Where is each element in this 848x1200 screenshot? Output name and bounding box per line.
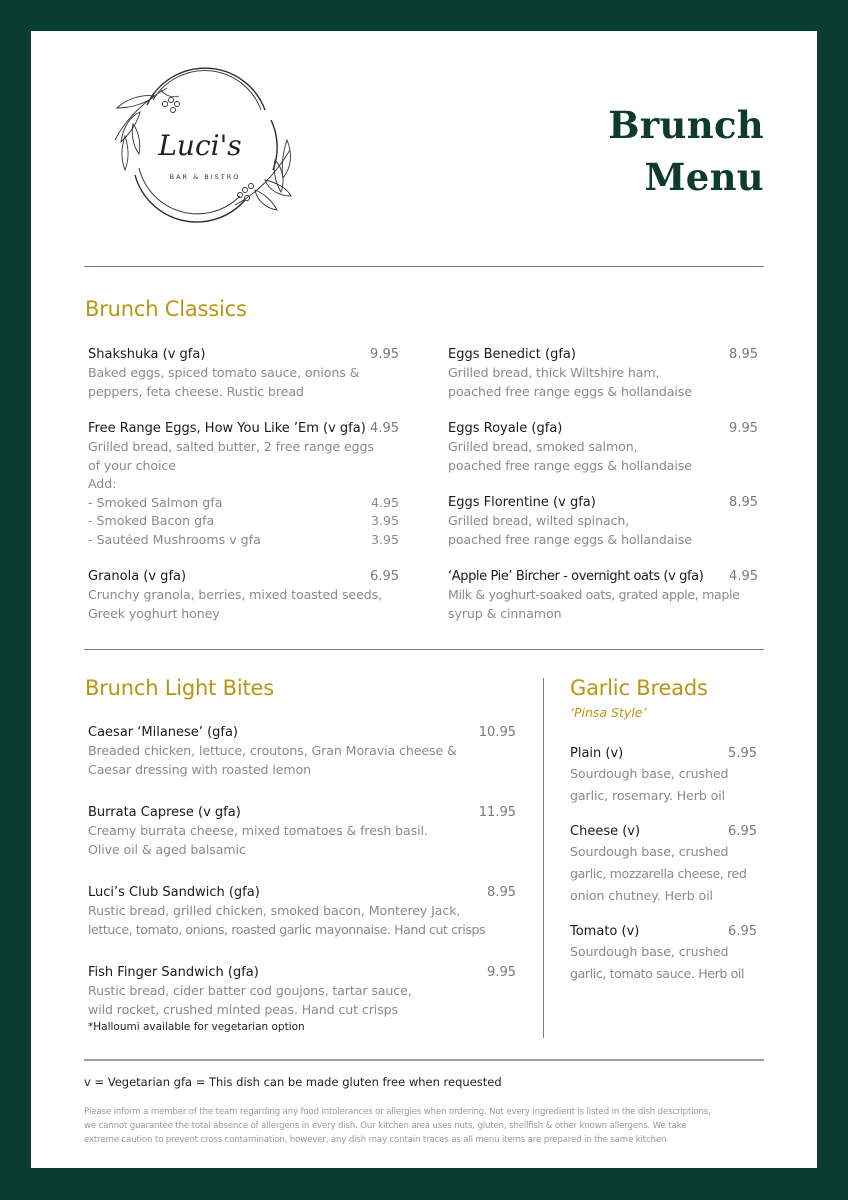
item-description: Rustic bread, grilled chicken, smoked bacon, Monterey Jack, (88, 903, 461, 918)
item-price: 6.95 (370, 569, 399, 584)
item-description: Milk & yoghurt-soaked oats, grated apple, maple (448, 587, 740, 602)
item-price: 9.95 (370, 347, 399, 362)
item-price: 9.95 (729, 421, 758, 436)
title-line-1: Brunch (608, 103, 764, 147)
item-price: 5.95 (728, 746, 757, 761)
item-description: Olive oil & aged balsamic (88, 841, 246, 857)
item-description: Sourdough base, crushed (570, 766, 729, 781)
item-price: 10.95 (478, 725, 516, 740)
disclaimer-line: we cannot guarantee the total absence of allergens in every dish. Our kitchen area uses nuts, gluten, shellfish & other known allergens. We take (84, 1121, 687, 1132)
item-description: Sourdough base, crushed (570, 844, 729, 859)
item-name: ‘Apple Pie’ Bircher - overnight oats (v gfa) (448, 569, 704, 584)
item-description: wild rocket, crushed minted peas. Hand cut crisps (88, 1001, 399, 1017)
halloumi-note: *Halloumi available for vegetarian option (88, 1021, 305, 1033)
item-price: 6.95 (728, 924, 757, 939)
menu-item (88, 964, 516, 1033)
addon-price: 3.95 (370, 513, 399, 528)
item-name: Fish Finger Sandwich (gfa) (88, 965, 259, 980)
item-name: Eggs Royale (gfa) (448, 421, 563, 436)
section-heading-garlic-breads: Garlic Breads (570, 676, 708, 700)
item-description: Baked eggs, spiced tomato sauce, onions & (88, 365, 360, 380)
addon-name: - Smoked Bacon gfa (88, 513, 215, 528)
item-description: poached free range eggs & hollandaise (448, 383, 692, 399)
item-price: 8.95 (487, 885, 516, 900)
menu-item (570, 923, 757, 985)
item-description: poached free range eggs & hollandaise (448, 457, 692, 473)
menu-item (88, 420, 399, 549)
item-description: Breaded chicken, lettuce, croutons, Gran Moravia cheese & (88, 743, 457, 758)
item-description: garlic, mozzarella cheese, red (570, 866, 747, 881)
menu-item (570, 823, 757, 907)
section-heading-brunch-classics: Brunch Classics (85, 297, 247, 321)
item-description: Grilled bread, smoked salmon, (448, 439, 638, 454)
addon-name: - Sautéed Mushrooms v gfa (88, 531, 261, 547)
menu-item (448, 420, 758, 475)
item-name: Cheese (v) (570, 824, 641, 839)
item-price: 4.95 (729, 569, 758, 584)
addons-label: Add: (88, 476, 117, 491)
item-description: onion chutney. Herb oil (570, 888, 713, 903)
item-price: 8.95 (729, 495, 758, 510)
column-divider (543, 678, 544, 1038)
item-description: garlic, rosemary. Herb oil (570, 788, 726, 803)
title-line-2: Menu (644, 155, 764, 199)
addon-price: 3.95 (370, 531, 399, 547)
divider-top (84, 266, 764, 267)
menu-item (570, 745, 757, 807)
item-description: poached free range eggs & hollandaise (448, 531, 692, 547)
item-description: lettuce, tomato, onions, roasted garlic mayonnaise. Hand cut crisps (88, 921, 486, 937)
item-name: Granola (v gfa) (88, 569, 187, 584)
section-heading-light-bites: Brunch Light Bites (85, 676, 275, 700)
item-description: syrup & cinnamon (448, 605, 562, 621)
item-name: Caesar ‘Milanese’ (gfa) (88, 725, 239, 740)
menu-item (88, 346, 399, 401)
item-description: Grilled bread, salted butter, 2 free range eggs (88, 439, 374, 454)
addon-item (88, 512, 399, 531)
item-description: Greek yoghurt honey (88, 605, 220, 621)
item-name: Burrata Caprese (v gfa) (88, 805, 241, 820)
menu-item (448, 568, 758, 623)
menu-item (88, 724, 516, 779)
disclaimer-line: Please inform a member of the team regarding any food intolerances or allergies when ordering. Not every ingredient is listed in the dish descriptions, (84, 1107, 711, 1117)
item-name: Eggs Florentine (v gfa) (448, 495, 596, 510)
item-description: Crunchy granola, berries, mixed toasted seeds, (88, 587, 382, 602)
item-name: Shakshuka (v gfa) (88, 347, 206, 362)
page-title (544, 99, 764, 203)
logo-tagline: BAR & BISTRO (169, 173, 241, 181)
addon-item (88, 494, 399, 513)
divider-bottom (84, 1059, 764, 1061)
logo-wreath-icon (95, 60, 305, 225)
item-description: garlic, tomato sauce. Herb oil (570, 966, 745, 981)
logo (95, 60, 305, 225)
item-description: Caesar dressing with roasted lemon (88, 761, 312, 777)
item-name: Luci’s Club Sandwich (gfa) (88, 885, 260, 900)
item-price: 4.95 (370, 421, 399, 436)
menu-item (88, 568, 399, 623)
item-description: Grilled bread, wilted spinach, (448, 513, 630, 528)
section-subheading-pinsa-style: ‘Pinsa Style’ (570, 705, 647, 720)
item-name: Free Range Eggs, How You Like ’Em (v gfa) (88, 421, 366, 436)
item-name: Eggs Benedict (gfa) (448, 347, 576, 362)
menu-item (88, 804, 516, 859)
item-description: Creamy burrata cheese, mixed tomatoes & fresh basil. (88, 823, 428, 838)
item-price: 8.95 (729, 347, 758, 362)
item-name: Tomato (v) (570, 924, 640, 939)
item-price: 9.95 (487, 965, 516, 980)
item-name: Plain (v) (570, 746, 624, 761)
disclaimer-line: extreme caution to prevent cross contamination, however, any dish may contain traces as all menu items are prepared in the same kitchen (84, 1135, 667, 1146)
divider-middle (84, 649, 764, 650)
allergen-disclaimer (84, 1105, 764, 1148)
item-description: Sourdough base, crushed (570, 944, 729, 959)
item-description: Grilled bread, thick Wiltshire ham, (448, 365, 660, 380)
addon-name: - Smoked Salmon gfa (88, 494, 223, 510)
item-price: 11.95 (478, 805, 516, 820)
item-description: of your choice (88, 457, 176, 473)
menu-item (448, 494, 758, 549)
dietary-legend: v = Vegetarian gfa = This dish can be made gluten free when requested (84, 1075, 502, 1089)
menu-item (88, 884, 516, 939)
item-description: Rustic bread, cider batter cod goujons, tartar sauce, (88, 983, 412, 998)
addon-item (88, 531, 399, 550)
addon-price: 4.95 (370, 494, 399, 510)
item-description: peppers, feta cheese. Rustic bread (88, 383, 304, 399)
menu-item (448, 346, 758, 401)
item-price: 6.95 (728, 824, 757, 839)
logo-script: Luci's (158, 129, 242, 162)
